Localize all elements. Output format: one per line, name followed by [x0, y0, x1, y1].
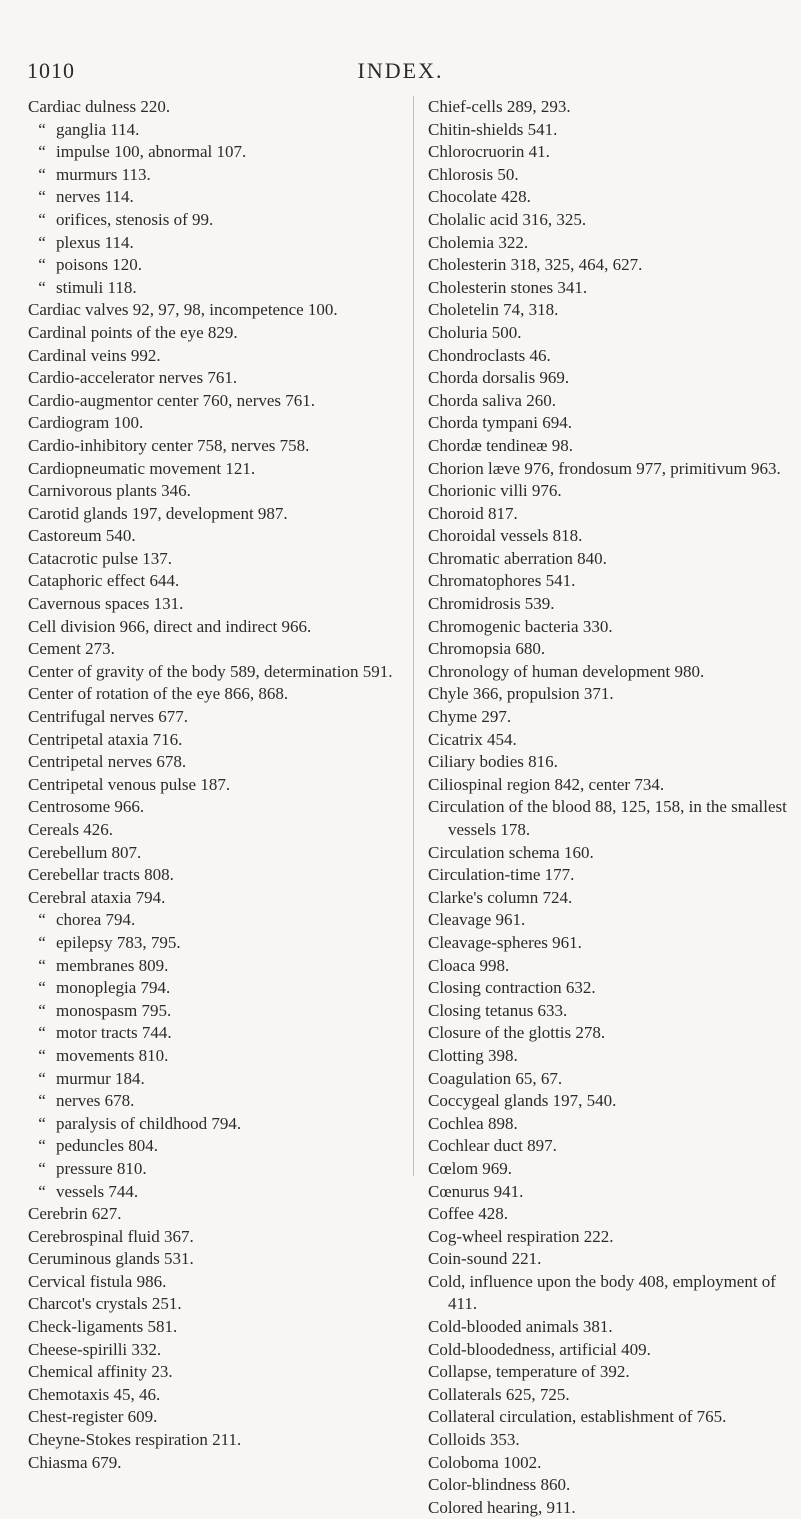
index-entry — [28, 638, 400, 661]
ditto-mark: “ — [38, 1068, 46, 1088]
index-entry-text: Chief-cells 289, 293. — [428, 97, 571, 116]
index-entry-text: Cerebellum 807. — [28, 842, 142, 862]
index-entry — [428, 1022, 800, 1045]
index-entry-text: stimuli 118. — [56, 277, 137, 297]
index-entry — [428, 367, 800, 390]
index-entry-text: Chest-register 609. — [28, 1407, 158, 1427]
index-entry-text: Chromidrosis 539. — [428, 594, 555, 614]
index-entry — [428, 864, 800, 887]
index-entry — [428, 548, 800, 571]
index-entry-text: Castoreum 540. — [28, 526, 136, 546]
index-entry-text: Collaterals 625, 725. — [428, 1384, 570, 1404]
index-entry — [428, 1497, 800, 1519]
index-entry — [28, 683, 400, 706]
index-entry-text: Check-ligaments 581. — [28, 1317, 178, 1337]
ditto-mark: “ — [38, 232, 46, 252]
index-entry — [28, 1022, 400, 1045]
index-entry — [428, 774, 800, 797]
index-entry — [428, 1045, 800, 1068]
index-entry — [28, 1226, 400, 1249]
index-entry — [428, 887, 800, 910]
index-entry — [428, 435, 800, 458]
column-divider — [413, 96, 414, 1176]
index-entry — [28, 955, 400, 978]
index-entry-text: Centripetal venous pulse 187. — [28, 774, 231, 794]
index-entry — [428, 322, 800, 345]
index-entry — [28, 254, 400, 277]
index-entry — [28, 1158, 400, 1181]
index-entry-text: Chromatic aberration 840. — [428, 548, 607, 568]
index-entry-text: Cholalic acid 316, 325. — [428, 209, 587, 229]
index-entry-text: membranes 809. — [56, 955, 169, 975]
index-entry — [428, 593, 800, 616]
index-entry — [28, 345, 400, 368]
index-entry-text: nerves 678. — [56, 1091, 135, 1111]
index-entry — [28, 661, 400, 684]
index-entry — [28, 977, 400, 1000]
index-entry-text: Cheyne-Stokes respiration 211. — [28, 1430, 242, 1450]
index-entry-text: Cloaca 998. — [428, 955, 510, 975]
index-entry — [28, 299, 400, 322]
index-entry — [428, 164, 800, 187]
index-entry — [28, 480, 400, 503]
ditto-mark: “ — [38, 978, 46, 998]
index-entry — [28, 706, 400, 729]
index-entry — [428, 1452, 800, 1475]
ditto-mark: “ — [38, 910, 46, 930]
index-entry-text: Choluria 500. — [428, 322, 522, 342]
index-entry-text: Chorda saliva 260. — [428, 390, 556, 410]
index-entry-text: Cavernous spaces 131. — [28, 594, 184, 614]
index-entry — [428, 1474, 800, 1497]
index-entry-text: Cardiac valves 92, 97, 98, incompetence 100. — [28, 300, 338, 320]
index-entry — [28, 819, 400, 842]
index-entry-text: ganglia 114. — [56, 119, 140, 139]
index-entry — [28, 1429, 400, 1452]
index-entry-text: Cold-blooded animals 381. — [428, 1317, 613, 1337]
index-entry — [428, 1068, 800, 1091]
index-entry-text: Carotid glands 197, development 987. — [28, 503, 288, 523]
index-entry-text: Chyme 297. — [428, 707, 512, 727]
page-title: INDEX. — [357, 58, 444, 83]
index-entry-text: Closing contraction 632. — [428, 978, 596, 998]
index-entry-text: Chronology of human development 980. — [428, 661, 705, 681]
index-entry — [28, 1406, 400, 1429]
index-entry — [428, 570, 800, 593]
index-entry-text: Cardio-inhibitory center 758, nerves 758. — [28, 435, 310, 455]
ditto-mark: “ — [38, 187, 46, 207]
index-entry-text: Cerebral ataxia 794. — [28, 887, 166, 907]
index-entry-text: Chorionic villi 976. — [428, 481, 562, 501]
index-entry-text: Chemotaxis 45, 46. — [28, 1384, 161, 1404]
index-entry — [428, 955, 800, 978]
index-entry — [428, 458, 800, 481]
index-entry-text: Cholesterin stones 341. — [428, 277, 588, 297]
index-entry-text: Cold, influence upon the body 408, employment of 411. — [428, 1271, 776, 1314]
index-entry-text: Chromopsia 680. — [428, 639, 546, 659]
index-entry-text: Cochlear duct 897. — [428, 1136, 557, 1156]
index-entry — [28, 1248, 400, 1271]
index-entry-text: plexus 114. — [56, 232, 134, 252]
index-entry — [428, 1429, 800, 1452]
index-entry — [428, 932, 800, 955]
index-entry — [428, 412, 800, 435]
index-entry-text: Circulation-time 177. — [428, 865, 575, 885]
index-entry-text: Cold-bloodedness, artificial 409. — [428, 1339, 651, 1359]
index-entry-text: Cholemia 322. — [428, 232, 529, 252]
index-entry — [28, 277, 400, 300]
index-entry-text: Centripetal nerves 678. — [28, 752, 187, 772]
index-entry — [428, 1135, 800, 1158]
index-entry — [28, 503, 400, 526]
index-entry — [428, 1181, 800, 1204]
ditto-mark: “ — [38, 1181, 46, 1201]
index-entry — [428, 706, 800, 729]
index-entry-text: Charcot's crystals 251. — [28, 1294, 182, 1314]
index-entry — [428, 977, 800, 1000]
index-entry — [28, 412, 400, 435]
ditto-mark: “ — [38, 255, 46, 275]
index-entry — [28, 525, 400, 548]
ditto-mark: “ — [38, 1158, 46, 1178]
index-entry — [428, 299, 800, 322]
index-entry-text: pressure 810. — [56, 1158, 147, 1178]
index-entry-text: Choroid 817. — [428, 503, 518, 523]
index-entry — [428, 842, 800, 865]
index-entry-text: Cell division 966, direct and indirect 966. — [28, 616, 312, 636]
ditto-mark: “ — [38, 1023, 46, 1043]
index-entry — [28, 390, 400, 413]
index-entry-text: movements 810. — [56, 1045, 169, 1065]
index-entry-text: Centripetal ataxia 716. — [28, 729, 183, 749]
index-entry — [28, 1293, 400, 1316]
index-entry-text: Cleavage-spheres 961. — [428, 932, 582, 952]
index-entry-text: Cardiogram 100. — [28, 413, 144, 433]
ditto-mark: “ — [38, 1045, 46, 1065]
index-entry-text: Cardiac dulness 220. — [28, 97, 171, 116]
index-entry — [428, 796, 800, 841]
index-entry-text: Chyle 366, propulsion 371. — [428, 684, 614, 704]
index-entry-text: Cog-wheel respiration 222. — [428, 1226, 614, 1246]
index-entry — [28, 458, 400, 481]
index-entry — [28, 96, 400, 119]
index-entry-text: Ciliospinal region 842, center 734. — [428, 774, 665, 794]
index-entry-text: Cardiopneumatic movement 121. — [28, 458, 256, 478]
ditto-mark: “ — [38, 1136, 46, 1156]
index-entry — [428, 909, 800, 932]
index-entry-text: Chemical affinity 23. — [28, 1362, 173, 1382]
index-entry-text: Collapse, temperature of 392. — [428, 1362, 630, 1382]
index-entry-text: epilepsy 783, 795. — [56, 932, 181, 952]
index-entry — [28, 1135, 400, 1158]
index-entry-text: Color-blindness 860. — [428, 1475, 571, 1495]
index-entry-text: orifices, stenosis of 99. — [56, 209, 214, 229]
index-entry — [428, 209, 800, 232]
index-entry — [428, 1361, 800, 1384]
index-entry-text: impulse 100, abnormal 107. — [56, 142, 247, 162]
index-entry — [28, 1452, 400, 1475]
index-entry-text: motor tracts 744. — [56, 1023, 172, 1043]
index-entry-text: Center of gravity of the body 589, determination 591. — [28, 661, 393, 681]
index-entry-text: chorea 794. — [56, 910, 136, 930]
index-entry-text: Circulation of the blood 88, 125, 158, in the smallest vessels 178. — [428, 797, 787, 839]
index-entry — [28, 570, 400, 593]
index-entry-text: Ceruminous glands 531. — [28, 1249, 194, 1269]
index-entry — [28, 141, 400, 164]
index-entry — [28, 1271, 400, 1294]
index-entry — [28, 864, 400, 887]
index-entry — [28, 751, 400, 774]
index-entry-text: Cœlom 969. — [428, 1158, 513, 1178]
index-entry — [28, 1045, 400, 1068]
index-entry — [28, 164, 400, 187]
index-entry — [28, 1361, 400, 1384]
index-entry — [28, 1000, 400, 1023]
index-entry-text: Chromogenic bacteria 330. — [428, 616, 613, 636]
index-entry — [428, 1271, 800, 1316]
index-entry-text: Cerebrospinal fluid 367. — [28, 1226, 194, 1246]
index-entry-text: Cochlea 898. — [428, 1113, 518, 1133]
index-entry-text: peduncles 804. — [56, 1136, 158, 1156]
index-entry-text: Coffee 428. — [428, 1204, 508, 1224]
index-entry-text: Chromatophores 541. — [428, 571, 576, 591]
ditto-mark: “ — [38, 932, 46, 952]
index-entry-text: Coin-sound 221. — [428, 1249, 542, 1269]
index-entry-text: Collateral circulation, establishment of 765. — [428, 1407, 727, 1427]
index-entry-text: nerves 114. — [56, 187, 134, 207]
index-entry-text: Center of rotation of the eye 866, 868. — [28, 684, 289, 704]
index-entry — [28, 932, 400, 955]
index-entry-text: murmurs 113. — [56, 164, 151, 184]
index-entry — [428, 254, 800, 277]
index-entry-text: Cerebellar tracts 808. — [28, 865, 174, 885]
index-entry — [28, 1203, 400, 1226]
index-entry-text: Cleavage 961. — [428, 910, 526, 930]
index-entry-text: Cardio-augmentor center 760, nerves 761. — [28, 390, 316, 410]
index-entry-text: Chorda tympani 694. — [428, 413, 573, 433]
index-entry — [28, 616, 400, 639]
index-entry — [28, 1181, 400, 1204]
index-entry — [28, 209, 400, 232]
index-entry-text: Closing tetanus 633. — [428, 1000, 568, 1020]
index-entry-text: Cataphoric effect 644. — [28, 571, 180, 591]
index-entry — [428, 1203, 800, 1226]
index-entry-text: Clotting 398. — [428, 1045, 518, 1065]
index-entry-text: Colloids 353. — [428, 1430, 520, 1450]
index-entry — [28, 887, 400, 910]
index-entry-text: murmur 184. — [56, 1068, 145, 1088]
ditto-mark: “ — [38, 1091, 46, 1111]
index-entry-text: poisons 120. — [56, 255, 142, 275]
index-entry-text: Cerebrin 627. — [28, 1204, 122, 1224]
index-entry — [28, 1384, 400, 1407]
index-entry — [428, 277, 800, 300]
index-entry — [28, 1339, 400, 1362]
index-entry-text: monospasm 795. — [56, 1000, 172, 1020]
index-entry-text: Chiasma 679. — [28, 1452, 122, 1472]
index-entry-text: Cholesterin 318, 325, 464, 627. — [428, 255, 643, 275]
index-entry-text: monoplegia 794. — [56, 978, 171, 998]
index-entry-text: Closure of the glottis 278. — [428, 1023, 606, 1043]
index-entry — [28, 593, 400, 616]
index-entry — [28, 322, 400, 345]
index-entry — [28, 186, 400, 209]
index-entry — [28, 909, 400, 932]
index-entry — [28, 729, 400, 752]
left-column — [28, 96, 400, 1474]
index-entry — [428, 616, 800, 639]
page-header — [0, 58, 801, 88]
index-entry — [28, 548, 400, 571]
index-entry — [428, 1248, 800, 1271]
index-entry-text: Colored hearing, 911. — [428, 1497, 576, 1517]
page-number: 1010 — [27, 58, 75, 83]
index-entry-text: Chlorosis 50. — [428, 164, 519, 184]
index-entry-text: Chondroclasts 46. — [428, 345, 551, 365]
ditto-mark: “ — [38, 164, 46, 184]
index-entry-text: Cardinal veins 992. — [28, 345, 161, 365]
index-entry — [28, 842, 400, 865]
index-entry-text: Centrifugal nerves 677. — [28, 707, 189, 727]
index-entry-text: Coloboma 1002. — [428, 1452, 542, 1472]
index-entry-text: vessels 744. — [56, 1181, 139, 1201]
ditto-mark: “ — [38, 955, 46, 975]
index-entry-text: Clarke's column 724. — [428, 887, 573, 907]
index-entry-text: Chorion læve 976, frondosum 977, primitivum 963. — [428, 458, 781, 478]
index-entry — [428, 503, 800, 526]
index-entry — [428, 1158, 800, 1181]
index-entry-text: Coagulation 65, 67. — [428, 1068, 563, 1088]
index-entry — [428, 1090, 800, 1113]
index-entry — [428, 1339, 800, 1362]
index-entry — [428, 1316, 800, 1339]
ditto-mark: “ — [38, 142, 46, 162]
index-entry-text: Ciliary bodies 816. — [428, 752, 558, 772]
index-entry-text: Centrosome 966. — [28, 797, 145, 817]
index-entry — [28, 1068, 400, 1091]
index-entry — [28, 1316, 400, 1339]
index-entry-text: Chocolate 428. — [428, 187, 531, 207]
index-entry-text: Cervical fistula 986. — [28, 1271, 167, 1291]
index-entry — [428, 96, 800, 119]
index-entry — [28, 1090, 400, 1113]
index-entry-text: Choroidal vessels 818. — [428, 526, 583, 546]
index-entry — [28, 796, 400, 819]
index-entry — [428, 729, 800, 752]
ditto-mark: “ — [38, 209, 46, 229]
index-entry-text: Cicatrix 454. — [428, 729, 517, 749]
index-entry — [428, 638, 800, 661]
index-entry-text: Cœnurus 941. — [428, 1181, 524, 1201]
index-entry — [428, 345, 800, 368]
index-entry — [428, 141, 800, 164]
index-entry — [28, 119, 400, 142]
index-entry — [428, 661, 800, 684]
index-entry-text: Chorda dorsalis 969. — [428, 368, 570, 388]
index-entry-text: Chlorocruorin 41. — [428, 142, 550, 162]
index-entry-text: Cardinal points of the eye 829. — [28, 322, 238, 342]
index-entry — [428, 525, 800, 548]
index-entry — [28, 774, 400, 797]
index-entry-text: paralysis of childhood 794. — [56, 1113, 242, 1133]
ditto-mark: “ — [38, 1000, 46, 1020]
index-entry — [428, 1406, 800, 1429]
index-entry — [28, 232, 400, 255]
index-entry — [428, 480, 800, 503]
index-entry — [428, 1384, 800, 1407]
index-entry-text: Circulation schema 160. — [428, 842, 594, 862]
ditto-mark: “ — [38, 277, 46, 297]
index-entry — [428, 1000, 800, 1023]
index-entry — [28, 435, 400, 458]
index-entry — [428, 232, 800, 255]
index-entry — [428, 1113, 800, 1136]
index-entry-text: Carnivorous plants 346. — [28, 481, 191, 501]
index-entry — [428, 390, 800, 413]
index-entry-text: Cheese-spirilli 332. — [28, 1339, 162, 1359]
index-entry-text: Catacrotic pulse 137. — [28, 548, 172, 568]
index-entry — [28, 367, 400, 390]
index-entry — [428, 186, 800, 209]
index-entry-text: Chitin-shields 541. — [428, 119, 558, 139]
right-column — [428, 96, 800, 1519]
ditto-mark: “ — [38, 119, 46, 139]
index-entry — [428, 683, 800, 706]
index-entry-text: Cardio-accelerator nerves 761. — [28, 368, 238, 388]
ditto-mark: “ — [38, 1113, 46, 1133]
index-entry-text: Choletelin 74, 318. — [428, 300, 559, 320]
index-entry — [28, 1113, 400, 1136]
index-entry-text: Cement 273. — [28, 639, 115, 659]
index-entry — [428, 1226, 800, 1249]
index-entry — [428, 751, 800, 774]
index-entry — [428, 119, 800, 142]
index-entry-text: Cereals 426. — [28, 820, 113, 839]
index-entry-text: Chordæ tendineæ 98. — [428, 435, 573, 455]
index-entry-text: Coccygeal glands 197, 540. — [428, 1091, 617, 1111]
